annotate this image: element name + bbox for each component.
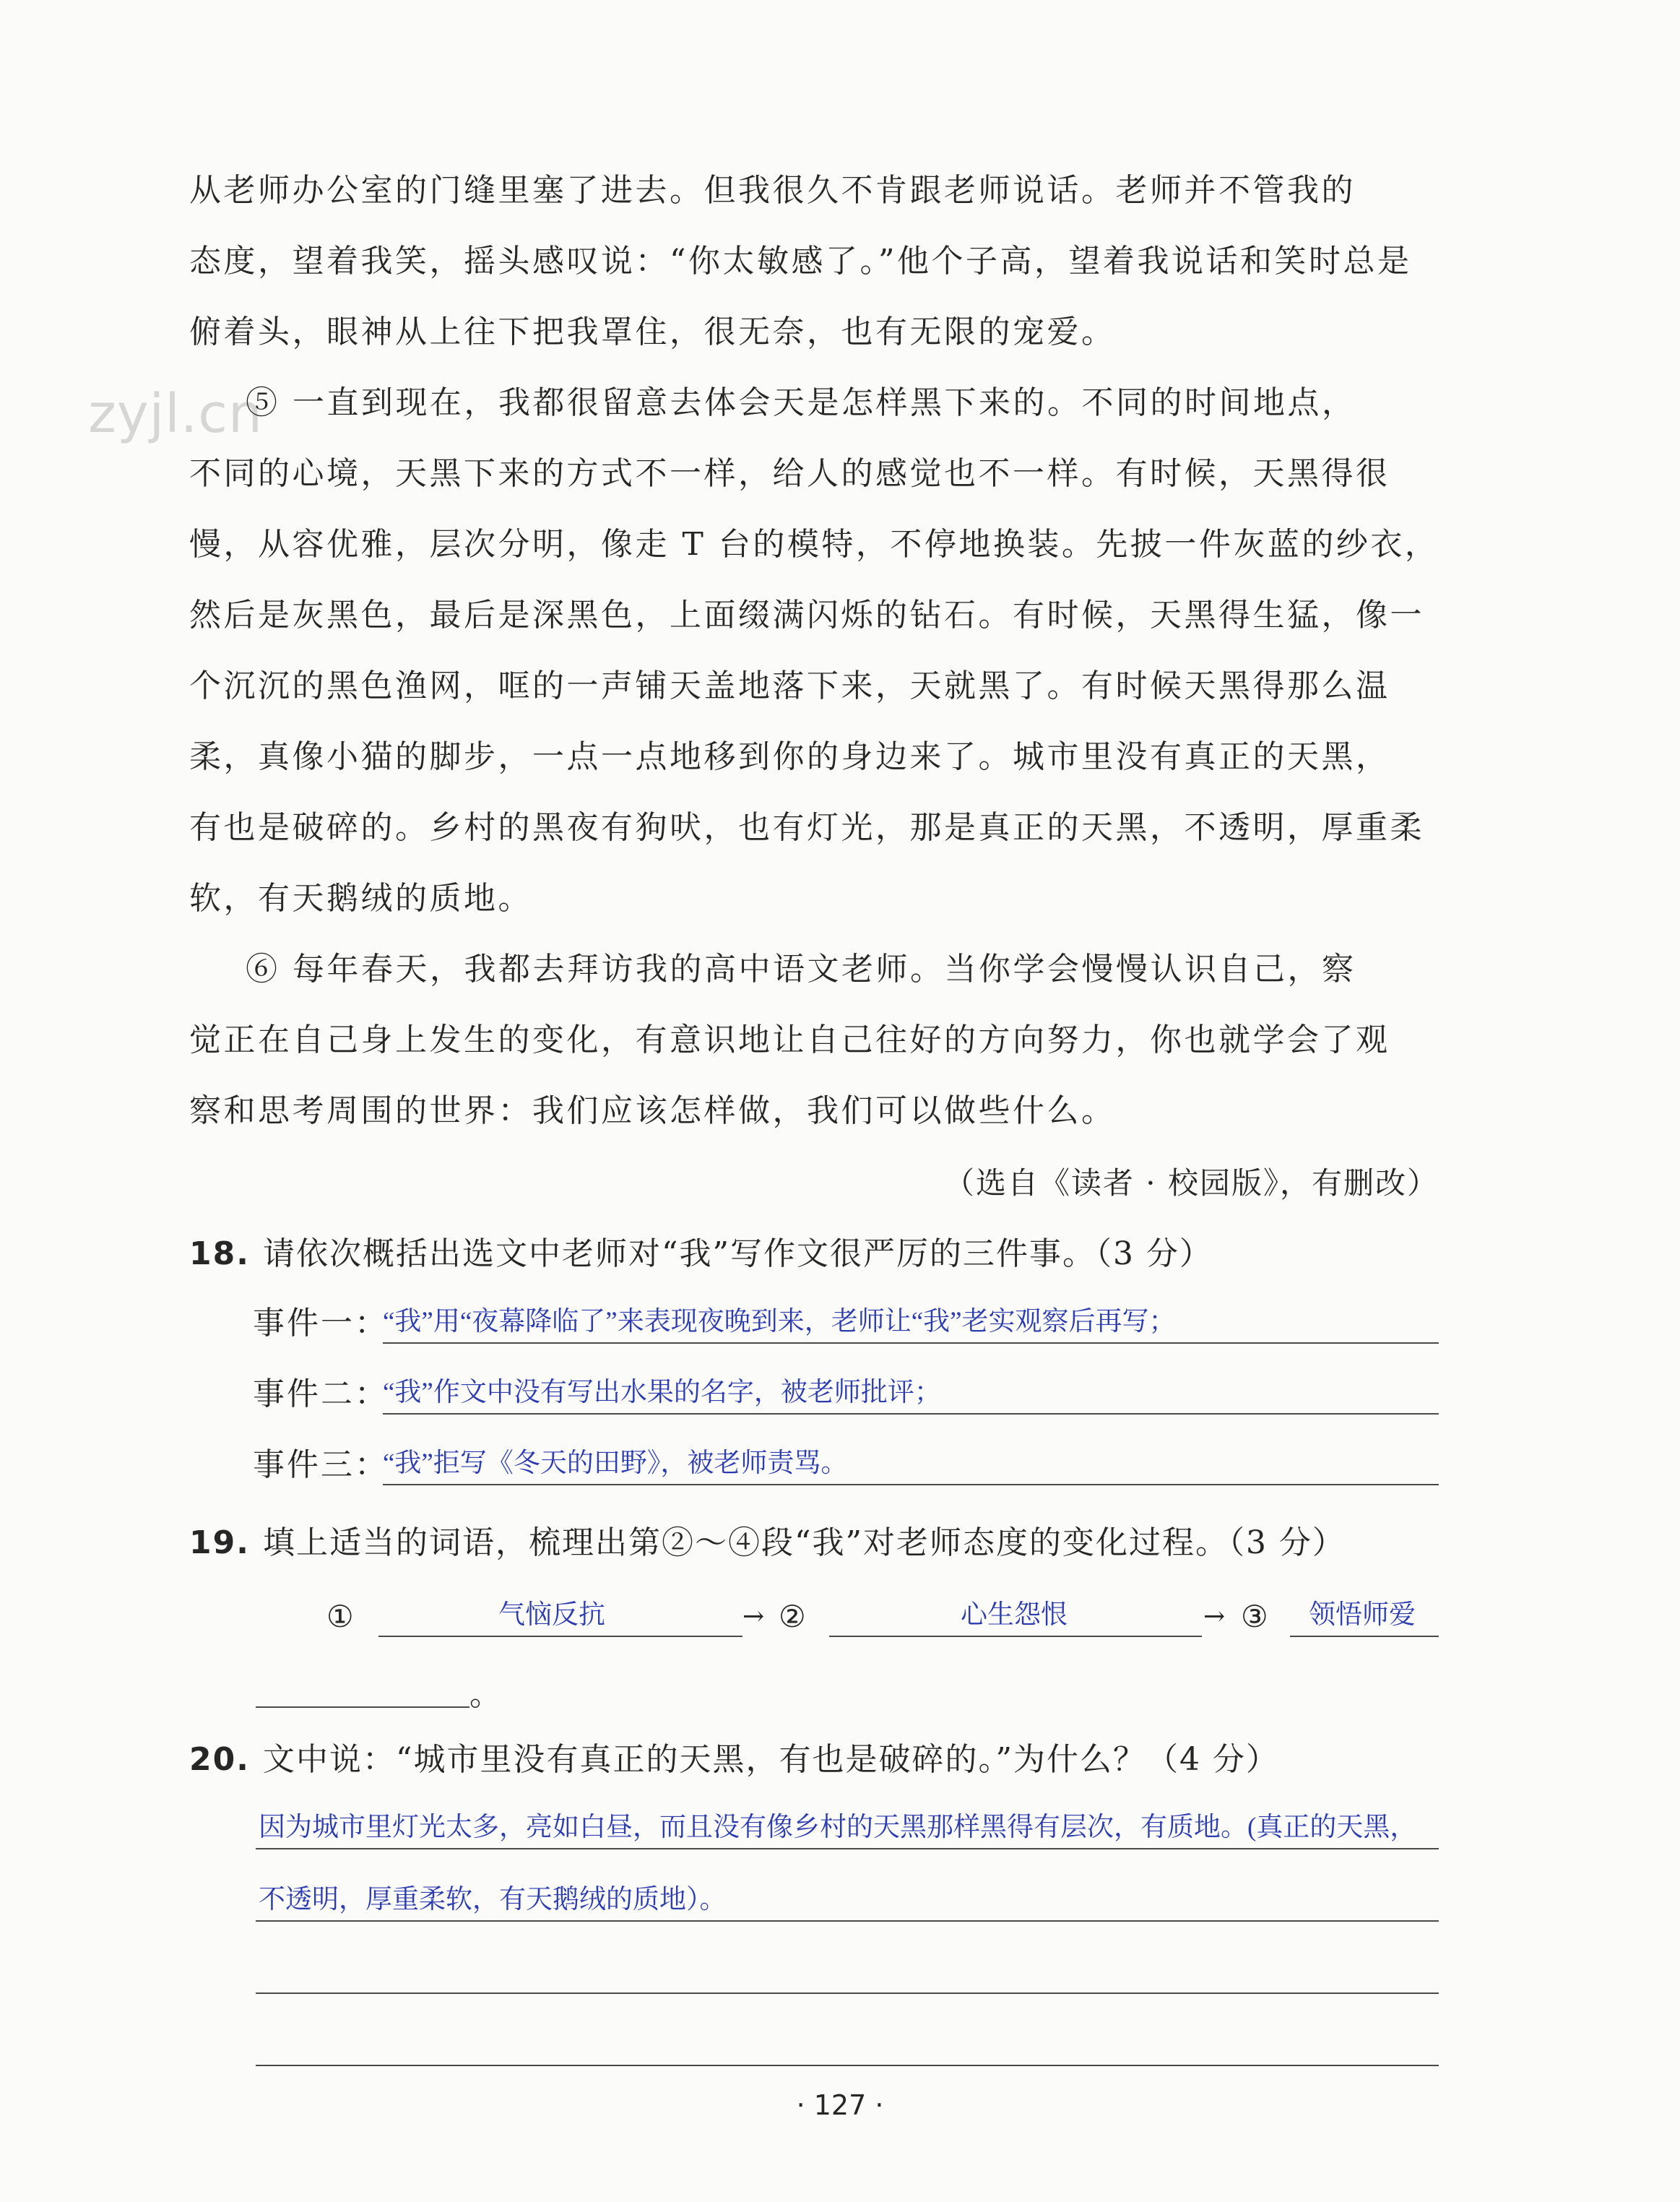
stage-3-answer-line-continued <box>256 1706 469 1708</box>
stage-2-answer-line <box>829 1636 1202 1637</box>
question-18-prompt: 请依次概括出选文中老师对“我”写作文很严厉的三件事。（3 分） <box>262 1235 1213 1272</box>
arrow-icon: → <box>1203 1602 1226 1631</box>
stage-3-answer-line <box>1290 1636 1439 1637</box>
question-20 <box>189 1737 1279 1783</box>
passage-line: 柔，真像小猫的脚步，一点一点地移到你的身边来了。城市里没有真正的天黑， <box>189 738 1390 775</box>
stage-1-answer[interactable]: 气恼反抗 <box>498 1600 605 1630</box>
event-2-answer[interactable]: “我”作文中没有写出水果的名字，被老师批评； <box>383 1378 941 1407</box>
passage-line: 个沉沉的黑色渔网，哐的一声铺天盖地落下来，天就黑了。有时候天黑得那么温 <box>189 668 1390 704</box>
passage-line: 然后是灰黑色，最后是深黑色，上面缀满闪烁的钻石。有时候，天黑得生猛，像一 <box>189 597 1424 634</box>
question-20-answer-line-1[interactable]: 因为城市里灯光太多，亮如白昼，而且没有像乡村的天黑那样黑得有层次，有质地。(真正的天黑， <box>259 1813 1417 1842</box>
stage-3-answer[interactable]: 领悟师爱 <box>1309 1600 1416 1630</box>
event-3-label: 事件三： <box>253 1446 389 1483</box>
passage-line: 态度，望着我笑，摇头感叹说：“你太敏感了。”他个子高，望着我说话和笑时总是 <box>189 243 1412 280</box>
question-20-rule-1 <box>256 1848 1439 1849</box>
passage-line: 察和思考周围的世界：我们应该怎样做，我们可以做些什么。 <box>189 1092 1116 1129</box>
passage-line: 软，有天鹅绒的质地。 <box>189 880 532 917</box>
question-19-number: 19. <box>189 1524 250 1561</box>
page-number: · 127 · <box>796 2089 884 2121</box>
passage-line: 不同的心境，天黑下来的方式不一样，给人的感觉也不一样。有时候，天黑得很 <box>189 455 1390 492</box>
question-20-answer-line-2[interactable]: 不透明，厚重柔软，有天鹅绒的质地）。 <box>259 1885 727 1914</box>
passage-paragraph-5-start: ⑤ 一直到现在，我都很留意去体会天是怎样黑下来的。不同的时间地点， <box>246 384 1356 421</box>
question-20-rule-2 <box>256 1920 1439 1922</box>
event-1-answer[interactable]: “我”用“夜幕降临了”来表现夜晚到来，老师让“我”老实观察后再写； <box>383 1307 1176 1337</box>
question-18-number: 18. <box>189 1235 250 1272</box>
stage-1-mark: ① <box>326 1599 354 1634</box>
event-2-label: 事件二： <box>253 1376 389 1412</box>
sentence-end-mark: 。 <box>469 1676 501 1713</box>
source-citation: （选自《读者 · 校园版》，有删改） <box>943 1165 1439 1201</box>
watermark: zyjl.cn <box>88 383 263 445</box>
passage-line: 慢，从容优雅，层次分明，像走 T 台的模特，不停地换装。先披一件灰蓝的纱衣， <box>189 526 1439 563</box>
question-20-number: 20. <box>189 1741 250 1778</box>
stage-3-mark: ③ <box>1241 1599 1268 1634</box>
event-2-answer-line <box>383 1413 1439 1415</box>
stage-2-mark: ② <box>779 1599 806 1634</box>
question-18 <box>189 1231 1213 1277</box>
event-1-answer-line <box>383 1342 1439 1344</box>
event-1-label: 事件一： <box>253 1305 389 1342</box>
question-19-prompt: 填上适当的词语，梳理出第②～④段“我”对老师态度的变化过程。（3 分） <box>262 1524 1346 1561</box>
passage-line: 从老师办公室的门缝里塞了进去。但我很久不肯跟老师说话。老师并不管我的 <box>189 172 1356 209</box>
passage-paragraph-6-start: ⑥ 每年春天，我都去拜访我的高中语文老师。当你学会慢慢认识自己，察 <box>246 951 1356 988</box>
stage-2-answer[interactable]: 心生怨恨 <box>961 1600 1068 1630</box>
question-20-rule-3 <box>256 1992 1439 1994</box>
passage-line: 有也是破碎的。乡村的黑夜有狗吠，也有灯光，那是真正的天黑，不透明，厚重柔 <box>189 809 1424 846</box>
event-3-answer[interactable]: “我”拒写《冬天的田野》，被老师责骂。 <box>383 1448 848 1478</box>
arrow-icon: → <box>742 1602 765 1631</box>
passage-line: 俯着头，眼神从上往下把我罩住，很无奈，也有无限的宠爱。 <box>189 314 1116 350</box>
question-20-prompt: 文中说：“城市里没有真正的天黑，有也是破碎的。”为什么？（4 分） <box>262 1741 1279 1778</box>
event-3-answer-line <box>383 1484 1439 1485</box>
question-19 <box>189 1520 1346 1566</box>
stage-1-answer-line <box>378 1636 742 1637</box>
question-20-rule-4 <box>256 2065 1439 2066</box>
passage-line: 觉正在自己身上发生的变化，有意识地让自己往好的方向努力，你也就学会了观 <box>189 1022 1390 1058</box>
